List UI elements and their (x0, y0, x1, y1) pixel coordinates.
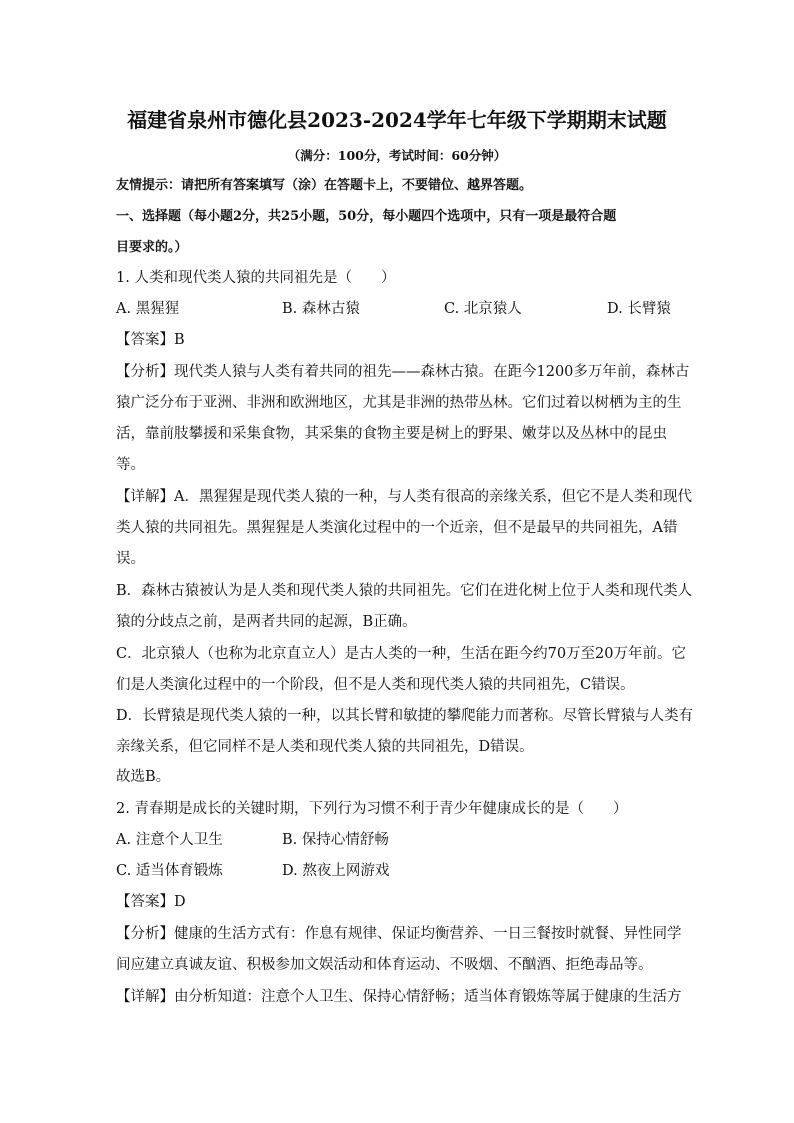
q2-option-c: C. 适当体育锻炼 (116, 863, 223, 879)
section-heading-line-2: 目要求的。） (116, 240, 188, 255)
q1-conclusion: 故选B。 (116, 769, 171, 785)
q1-option-c: C. 北京猿人 (444, 301, 522, 317)
question-2-stem: 2. 青春期是成长的关键时期，下列行为习惯不利于青少年健康成长的是（ ） (116, 801, 628, 817)
exam-subtitle: （满分：100分，考试时间：60分钟） (287, 148, 507, 163)
q1-analysis-line: 活，靠前肢攀援和采集食物，其采集的食物主要是树上的野果、嫩芽以及丛林中的昆虫 (116, 426, 667, 442)
q1-detail-line: C．北京猿人（也称为北京直立人）是古人类的一种，生活在距今约70万至20万年前。它 (116, 646, 686, 662)
q1-analysis-line: 【分析】现代类人猿与人类有着共同的祖先——森林古猿。在距今1200多万年前，森林古 (116, 364, 690, 380)
q2-analysis-line: 【分析】健康的生活方式有：作息有规律、保证均衡营养、一日三餐按时就餐、异性同学 (116, 926, 682, 942)
section-heading-line-1: 一、选择题（每小题2分，共25小题，50分，每小题四个选项中，只有一项是最符合题 (116, 209, 617, 224)
q2-answer: 【答案】D (116, 894, 186, 910)
q1-detail-line: 亲缘关系，但它同样不是人类和现代类人猿的共同祖先，D错误。 (116, 739, 534, 755)
q1-detail-line: D．长臂猿是现代类人猿的一种，以其长臂和敏捷的攀爬能力而著称。尽管长臂猿与人类有 (116, 708, 694, 724)
q1-option-b: B. 森林古猿 (282, 301, 360, 317)
q1-analysis-line: 猿广泛分布于亚洲、非洲和欧洲地区，尤其是非洲的热带丛林。它们过着以树栖为主的生 (116, 395, 682, 411)
q1-detail-line: 猿的分歧点之前，是两者共同的起源，B正确。 (116, 614, 417, 630)
q1-detail-line: 类人猿的共同祖先。黑猩猩是人类演化过程中的一个近亲，但不是最早的共同祖先，A错 (116, 520, 678, 536)
q1-detail-line: 误。 (116, 551, 145, 567)
q1-detail-line: B．森林古猿被认为是人类和现代类人猿的共同祖先。它们在进化树上位于人类和现代类人 (116, 583, 693, 599)
exam-title: 福建省泉州市德化县2023-2024学年七年级下学期期末试题 (127, 108, 667, 132)
question-1-stem: 1. 人类和现代类人猿的共同祖先是（ ） (116, 270, 396, 286)
q1-option-d: D. 长臂猿 (607, 301, 671, 317)
q2-option-a: A. 注意个人卫生 (116, 832, 223, 848)
q2-option-b: B. 保持心情舒畅 (282, 832, 389, 848)
q1-option-a: A. 黑猩猩 (116, 301, 180, 317)
q1-detail-line: 们是人类演化过程中的一个阶段，但不是人类和现代类人猿的共同祖先，C错误。 (116, 677, 635, 693)
q2-analysis-line: 间应建立真诚友谊、积极参加文娱活动和体育运动、不吸烟、不酗酒、拒绝毒品等。 (116, 957, 653, 973)
q2-option-d: D. 熬夜上网游戏 (282, 863, 390, 879)
friendly-tip: 友情提示：请把所有答案填写（涂）在答题卡上，不要错位、越界答题。 (116, 178, 533, 193)
q1-analysis-line: 等。 (116, 457, 145, 473)
q1-answer: 【答案】B (116, 332, 185, 348)
q1-detail-line: 【详解】A．黑猩猩是现代类人猿的一种，与人类有很高的亲缘关系，但它不是人类和现代 (116, 489, 692, 505)
q2-detail-line: 【详解】由分析知道：注意个人卫生、保持心情舒畅；适当体育锻炼等属于健康的生活方 (116, 989, 682, 1005)
